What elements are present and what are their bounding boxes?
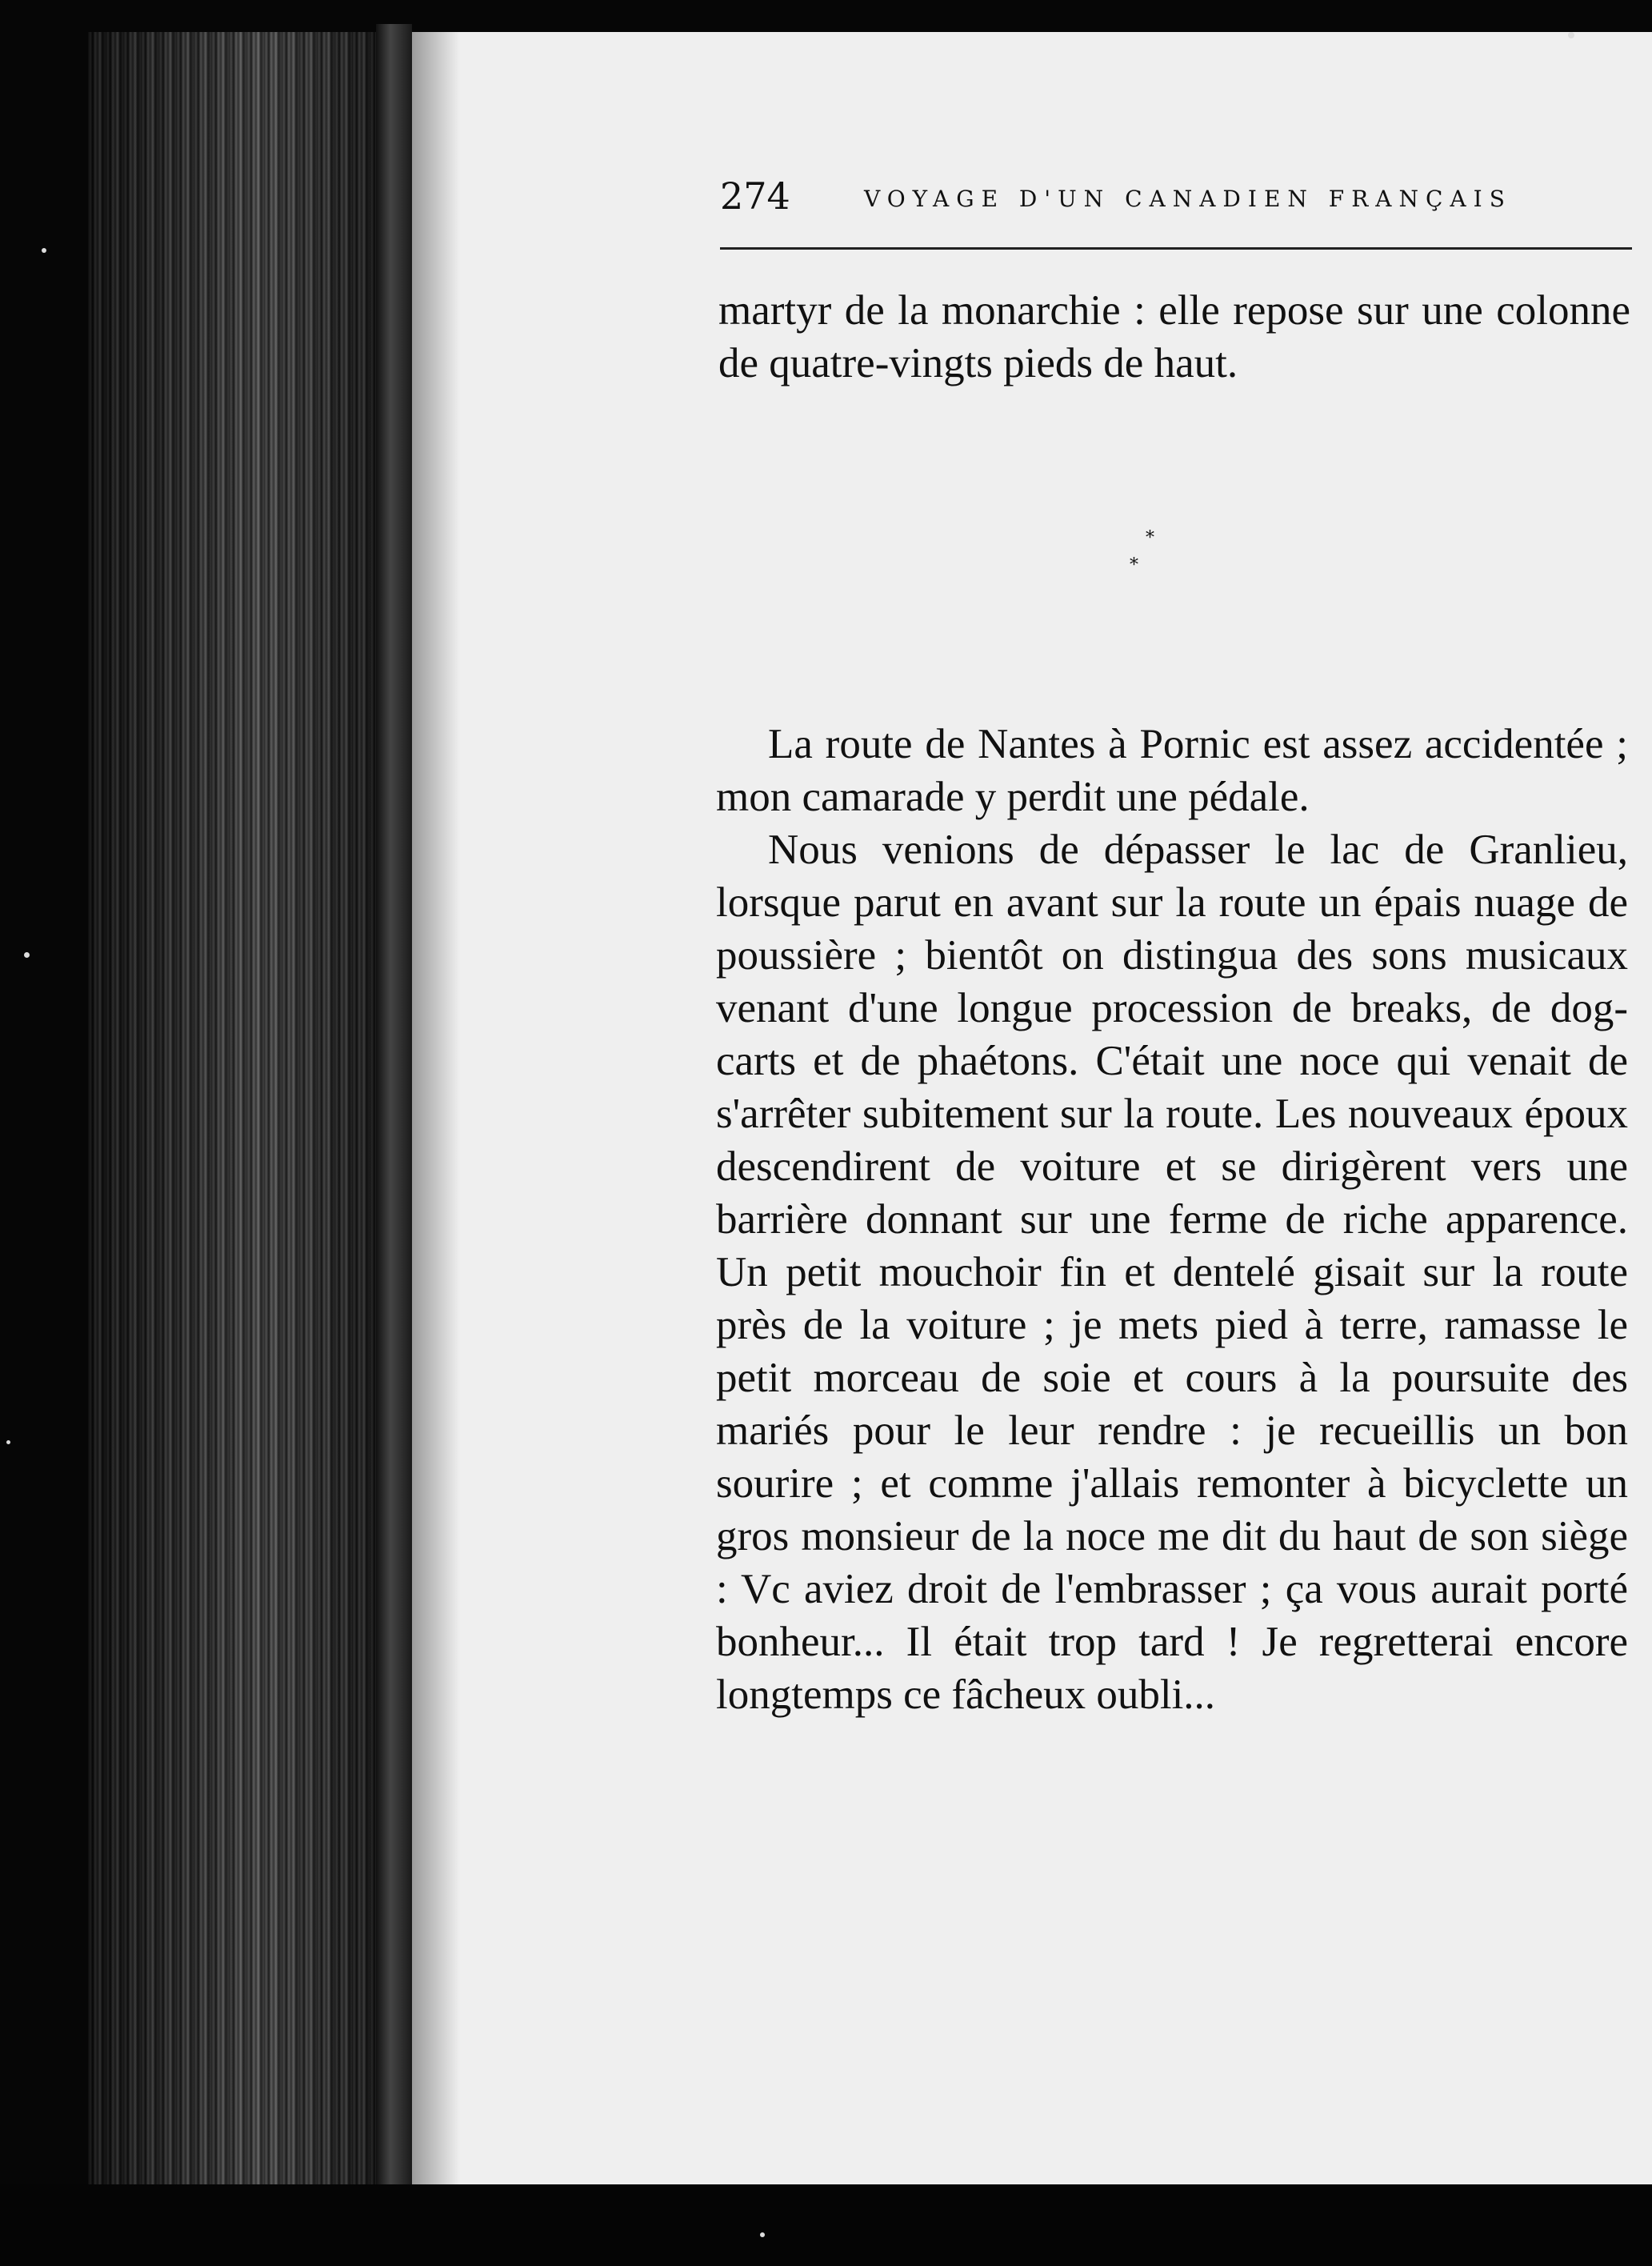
running-header — [720, 174, 1632, 230]
dust-speck — [1568, 32, 1574, 38]
dust-speck — [6, 1440, 10, 1444]
book-gutter — [376, 24, 412, 2208]
dust-speck — [42, 248, 46, 253]
dust-speck — [760, 2232, 765, 2237]
asterisk-mark: * — [1146, 528, 1154, 548]
paragraph: La route de Nantes à Pornic est assez accidentée ; mon camarade y perdit une pédale. — [716, 721, 1628, 820]
dust-speck — [24, 952, 30, 958]
paragraph: Nous venions de dépasser le lac de Granlieu, lorsque parut en avant sur la route un épais nuage de poussière ; bientôt on distingua des sons musicaux venant d'une longue procession de breaks, de dog-carts et de phaétons. C'était une noce qui venait de s'arrêter subitement sur la route. Les nouveaux époux descendirent de voiture et se dirigèrent vers une barrière donnant sur une ferme de riche apparence. Un petit mouchoir fin et dentelé gisait sur la route près de la voiture ; je mets pied à terre, ramasse le petit morceau de soie et cours à la poursuite des mariés pour le leur rendre : je recueillis un bon sourire ; et comme j'allais remonter à bicyclette un gros monsieur de la noce me dit du haut de son siège : Vc aviez droit de l'embrasser ; ça vous aurait porté bonheur... Il était trop tard ! Je regretterai encore longtemps ce fâcheux oubli... — [716, 827, 1628, 1718]
asterism — [1128, 528, 1176, 592]
asterisk-mark: * — [1130, 555, 1138, 575]
scan-bottom-border — [0, 2184, 1652, 2266]
header-rule — [720, 247, 1632, 250]
continued-paragraph: martyr de la monarchie : elle repose sur une colonne de quatre-vingts pieds de haut. — [718, 287, 1630, 386]
gutter-shadow — [412, 32, 460, 2184]
page-number: 274 — [720, 174, 790, 218]
main-text — [716, 718, 1628, 1721]
running-title: VOYAGE D'UN CANADIEN FRANÇAIS — [864, 186, 1512, 212]
page-edges-shading — [88, 32, 408, 2200]
